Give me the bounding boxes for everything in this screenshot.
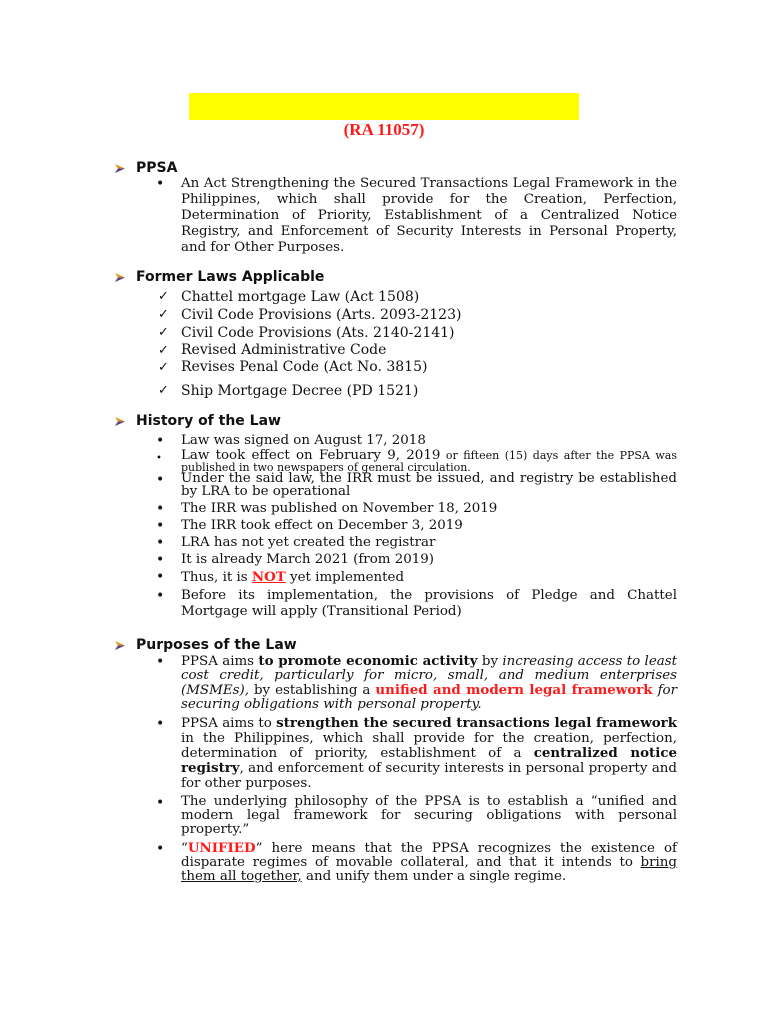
bullet-dot: • bbox=[156, 501, 165, 517]
list-item bbox=[0, 795, 768, 837]
item-text: PPSA aims to strengthen the secured transactions legal framework in the Philippines, which shall provide for the creation, perfection, determination of priority, establishment of a centralized notice registry, and enforcement of security interests in personal property and for other purposes. bbox=[181, 715, 678, 791]
bullet-dot: • bbox=[156, 795, 165, 811]
bullet-dot: • bbox=[156, 654, 165, 670]
item-text: Civil Code Provisions (Ats. 2140-2141) bbox=[181, 325, 455, 341]
list-item bbox=[0, 472, 768, 501]
item-text: Revised Administrative Code bbox=[181, 342, 387, 358]
section-heading bbox=[0, 158, 768, 178]
list-item bbox=[0, 176, 768, 256]
item-text: Chattel mortgage Law (Act 1508) bbox=[181, 289, 420, 305]
section-title: History of the Law bbox=[136, 413, 281, 429]
item-text: Revises Penal Code (Act No. 3815) bbox=[181, 359, 428, 375]
list-item bbox=[0, 288, 768, 306]
list-item bbox=[0, 382, 768, 400]
bullet-dot: • bbox=[156, 433, 165, 449]
item-text: Civil Code Provisions (Arts. 2093-2123) bbox=[181, 307, 462, 323]
emphasis-unified: UNIFIED bbox=[187, 840, 256, 856]
checkmark-icon: ✓ bbox=[158, 289, 169, 304]
list-item bbox=[0, 359, 768, 382]
item-text: Under the said law, the IRR must be issued, and registry be established by LRA to be operational bbox=[181, 471, 677, 499]
document-subtitle: (RA 11057) bbox=[343, 120, 425, 139]
checkmark-icon: ✓ bbox=[158, 360, 169, 375]
list-item bbox=[0, 535, 768, 552]
item-text: “UNIFIED” here means that the PPSA recognizes the existence of disparate regimes of movable collateral, and that it intends to bring them all together, and unify them under a single regime. bbox=[181, 840, 677, 884]
bullet-dot: • bbox=[156, 716, 165, 732]
item-text: Thus, it is NOT yet implemented bbox=[181, 569, 405, 585]
item-text: Law was signed on August 17, 2018 bbox=[181, 433, 426, 448]
list-item bbox=[0, 569, 768, 588]
section-title: Purposes of the Law bbox=[136, 637, 297, 653]
title-highlight-bar bbox=[189, 93, 579, 120]
item-text: Ship Mortgage Decree (PD 1521) bbox=[181, 383, 419, 399]
section-ppsa bbox=[0, 158, 768, 256]
list-item bbox=[0, 841, 768, 884]
section-heading bbox=[0, 635, 768, 655]
section-heading bbox=[0, 411, 768, 431]
item-text: The underlying philosophy of the PPSA is to establish a “unified and modern legal framework for securing obligations with personal property.” bbox=[181, 794, 677, 837]
arrow-bullet-icon bbox=[114, 415, 126, 428]
section-former-laws bbox=[0, 267, 768, 400]
list-item bbox=[0, 716, 768, 791]
item-text: The IRR was published on November 18, 2019 bbox=[181, 501, 498, 516]
bullet-dot: • bbox=[156, 535, 165, 551]
item-text: An Act Strengthening the Secured Transactions Legal Framework in the Philippines, which shall provide for the Creation, Perfection, Determination of Priority, Establishment of a Centralized Notice Registry, and Enforcement of Security Interests in Personal Property, and for Other Purposes. bbox=[181, 176, 677, 255]
list-item bbox=[0, 306, 768, 324]
section-title: Former Laws Applicable bbox=[136, 269, 325, 285]
list-item bbox=[0, 552, 768, 569]
arrow-bullet-icon bbox=[114, 162, 126, 175]
section-title: PPSA bbox=[136, 160, 178, 176]
list-item bbox=[0, 342, 768, 359]
bullet-dot: • bbox=[156, 552, 165, 568]
list-item bbox=[0, 588, 768, 620]
item-text: It is already March 2021 (from 2019) bbox=[181, 552, 435, 567]
list-item bbox=[0, 450, 768, 472]
bullet-dot: • bbox=[156, 588, 165, 604]
arrow-bullet-icon bbox=[114, 639, 126, 652]
list-item bbox=[0, 654, 768, 712]
bullet-dot: • bbox=[156, 518, 165, 534]
bullet-dot: • bbox=[156, 841, 165, 857]
section-purposes bbox=[0, 635, 768, 884]
list-item bbox=[0, 324, 768, 342]
item-text: LRA has not yet created the registrar bbox=[181, 535, 436, 550]
list-item bbox=[0, 518, 768, 535]
item-text: The IRR took effect on December 3, 2019 bbox=[181, 518, 463, 533]
section-heading bbox=[0, 267, 768, 287]
item-text: Before its implementation, the provisions of Pledge and Chattel Mortgage will apply (Transitional Period) bbox=[181, 588, 677, 619]
bullet-dot: • bbox=[156, 453, 162, 464]
checkmark-icon: ✓ bbox=[158, 307, 169, 322]
emphasis-not: NOT bbox=[251, 569, 286, 585]
arrow-bullet-icon bbox=[114, 271, 126, 284]
bullet-dot: • bbox=[156, 472, 165, 488]
list-item bbox=[0, 501, 768, 518]
item-text: PPSA aims to promote economic activity by increasing access to least cost credit, particularly for micro, small, and medium enterprises (MSMEs), by establishing a unified and modern legal framework for securing obligations with personal property. bbox=[181, 653, 678, 712]
item-text: Law took effect on February 9, 2019 or fifteen (15) days after the PPSA was published in two newspapers of general circulation. bbox=[181, 448, 678, 474]
bullet-dot: • bbox=[156, 569, 165, 585]
section-history bbox=[0, 411, 768, 620]
bullet-dot: • bbox=[156, 176, 165, 192]
checkmark-icon: ✓ bbox=[158, 383, 169, 398]
checkmark-icon: ✓ bbox=[158, 343, 169, 358]
checkmark-icon: ✓ bbox=[158, 325, 169, 340]
